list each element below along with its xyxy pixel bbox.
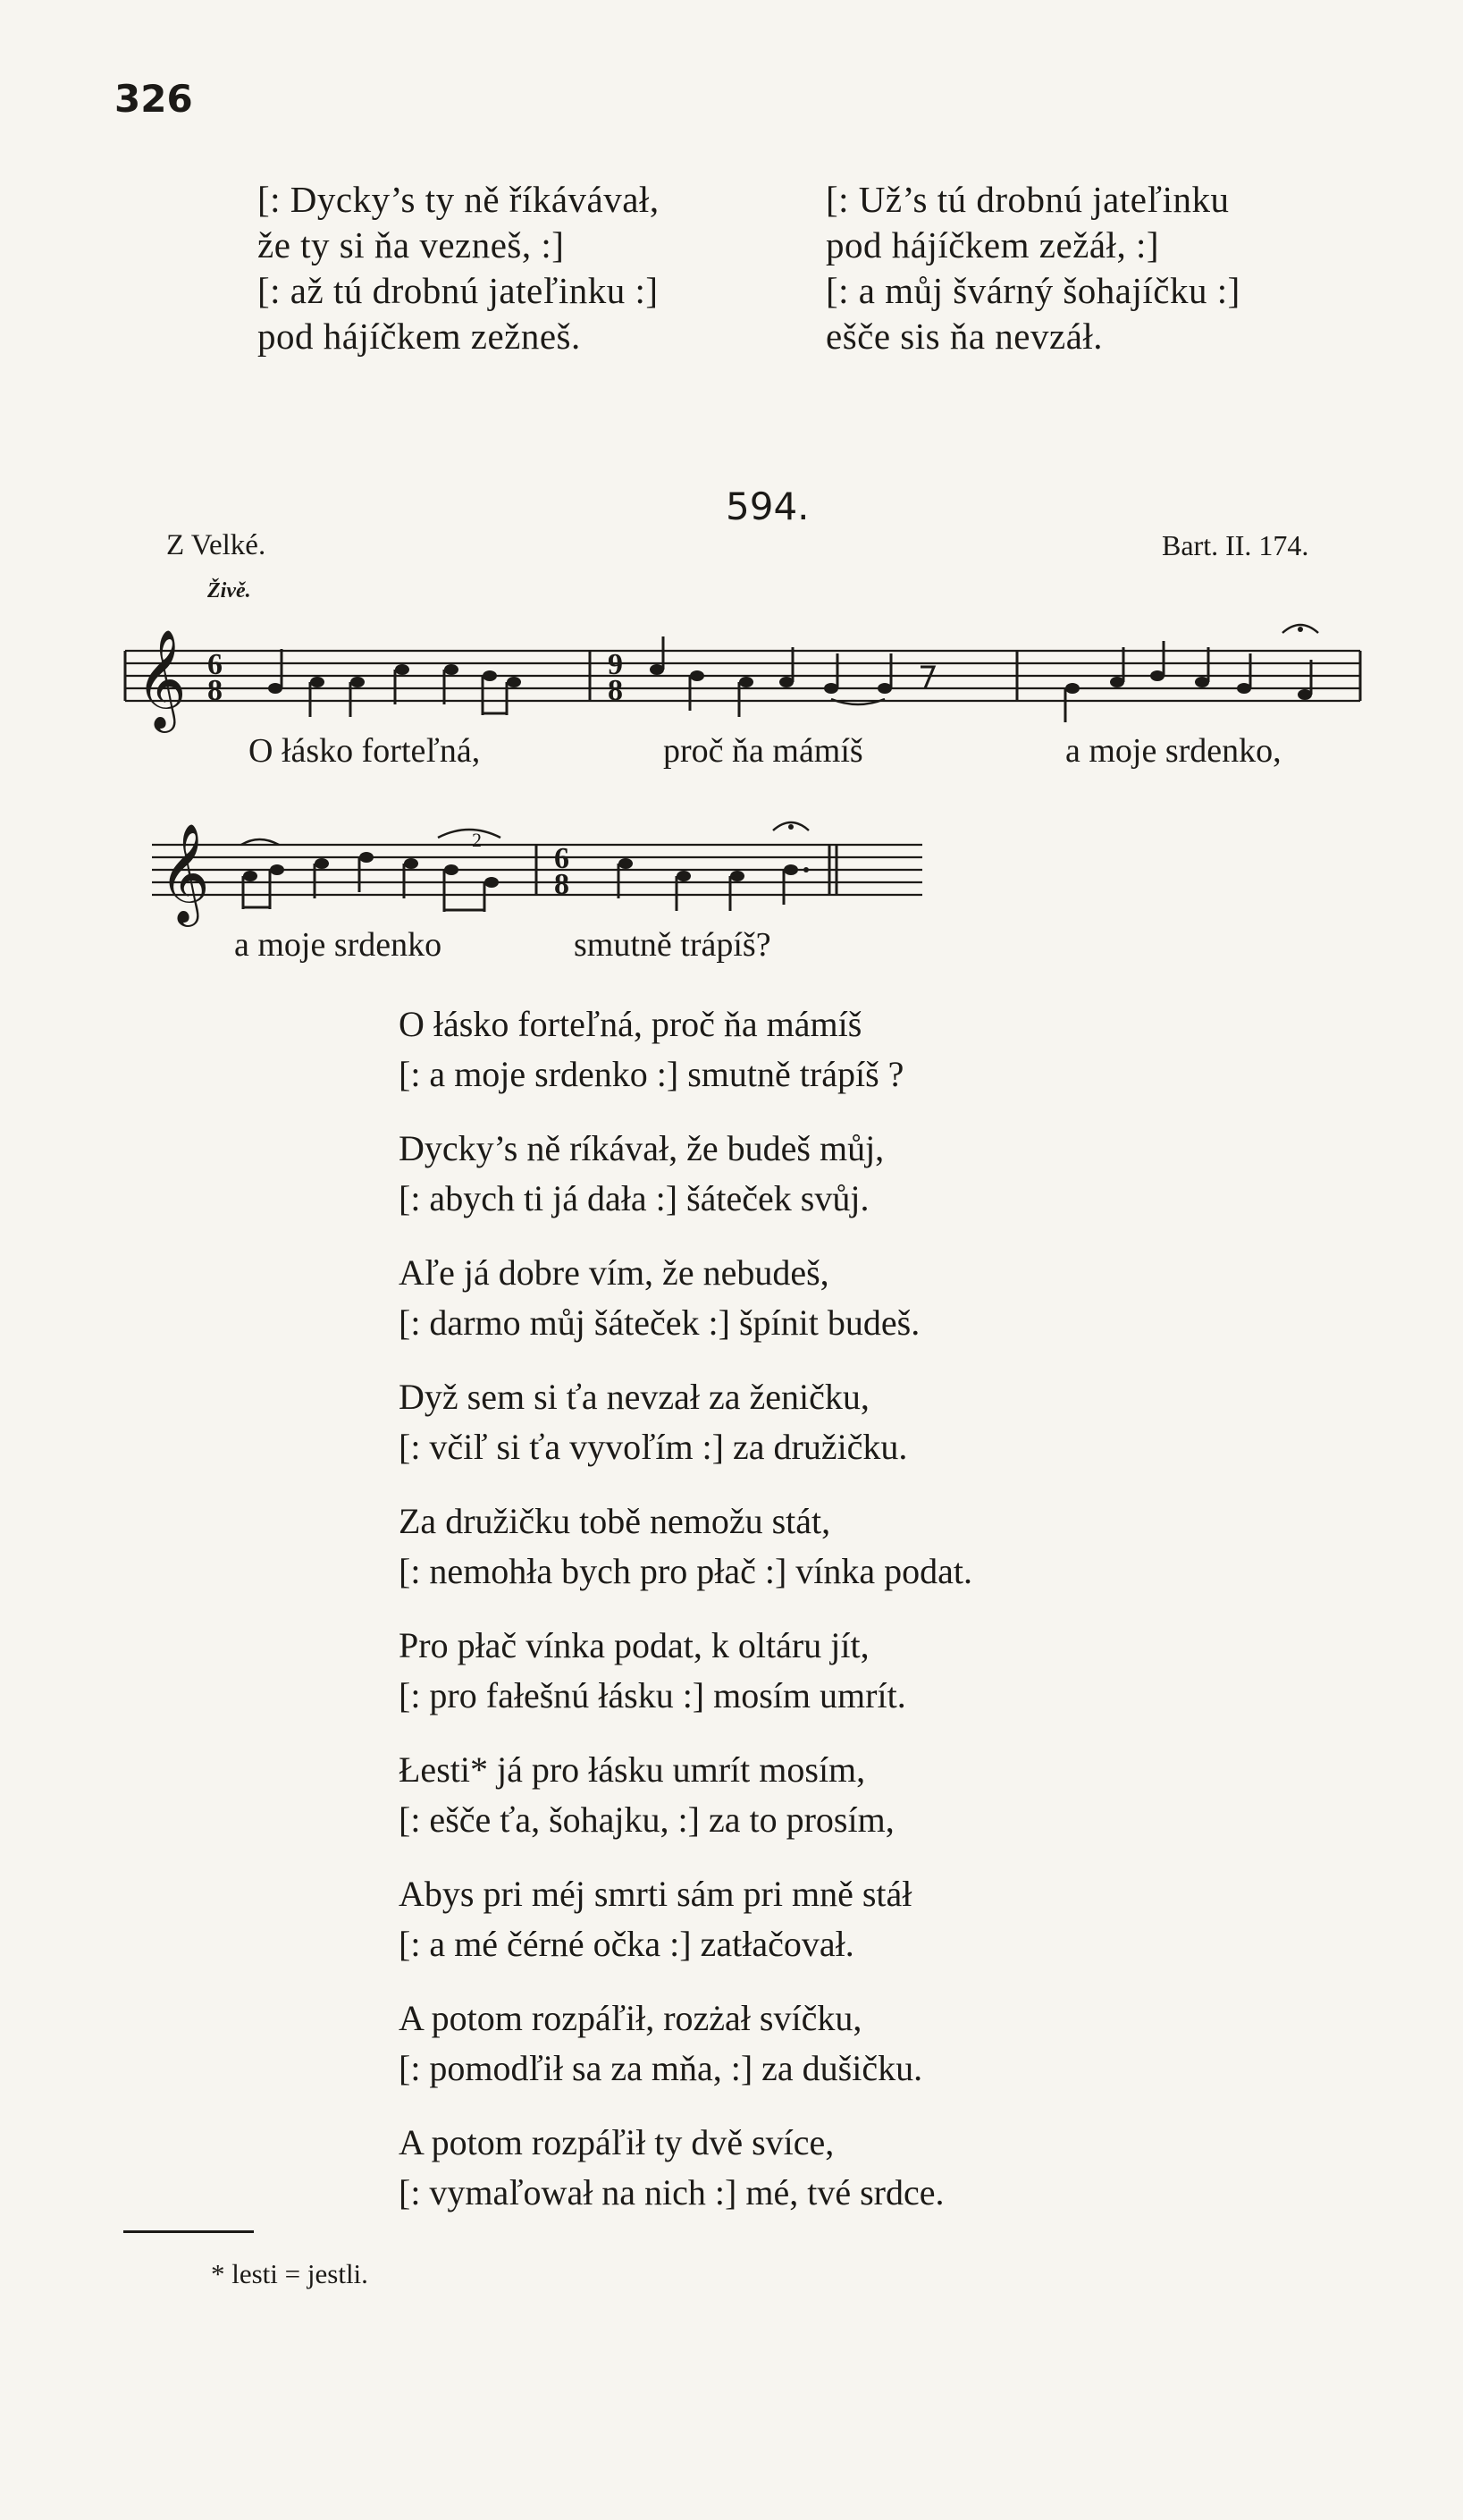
staff1-lyric-1: O łásko forteľná, — [248, 732, 481, 770]
verse-line: A potom rozpáľił, rozżał svíčku, — [399, 1998, 862, 2038]
tempo-marking: Živě. — [207, 579, 251, 603]
verse-line: Pro płač vínka podat, k oltáru jít, — [399, 1625, 870, 1665]
verse — [399, 1993, 972, 2094]
verse-line: [: pro fałešnú łásku :] mosím umrít. — [399, 1675, 906, 1715]
stanza-line: pod hájíčkem zežneš. — [257, 316, 581, 357]
verse — [399, 999, 972, 1100]
verse — [399, 1745, 972, 1845]
song-origin: Z Velké. — [166, 529, 266, 561]
verses — [399, 999, 972, 2242]
verse-line: [: a moje srdenko :] smutně trápíš ? — [399, 1054, 904, 1094]
time-sig-denominator: 8 — [554, 868, 569, 901]
verse — [399, 1124, 972, 1224]
verse-line: [: vymaľował na nich :] mé, tvé srdce. — [399, 2172, 945, 2212]
verse — [399, 1621, 972, 1721]
music-staff-2 — [143, 818, 929, 943]
stanza-line: pod hájíčkem zežáł, :] — [826, 224, 1159, 265]
stanza-line: [: Dycky’s ty ně říkávávał, — [257, 179, 660, 220]
stanza-line: ešče sis ňa nevzáł. — [826, 316, 1104, 357]
staff2-lyric-1: a moje srdenko — [234, 926, 442, 964]
verse-line: [: darmo můj šáteček :] špínit budeš. — [399, 1302, 921, 1343]
verse-line: O łásko forteľná, proč ňa mámíš — [399, 1004, 862, 1044]
verse-line: [: pomodľił sa za mňa, :] za dušičku. — [399, 2048, 923, 2088]
time-sig-denominator: 8 — [207, 674, 223, 707]
fingering-mark: 2 — [472, 829, 482, 851]
verse-line: [: ešče ťa, šohajku, :] za to prosím, — [399, 1799, 895, 1840]
song-source: Bart. II. 174. — [1162, 529, 1309, 561]
time-sig-numerator: 6 — [207, 648, 223, 681]
verse-line: Dycky’s ně ríkávał, že budeš můj, — [399, 1128, 885, 1168]
stanza-line: že ty si ňa vezneš, :] — [257, 224, 565, 265]
verse-line: Dyž sem si ťa nevzał za ženičku, — [399, 1377, 870, 1417]
verse-line: Abys pri méj smrti sám pri mně stáł — [399, 1874, 912, 1914]
notes-measure-5 — [618, 822, 809, 911]
notes-measure-2 — [650, 636, 934, 717]
verse-line: Łesti* já pro łásku umrít mosím, — [399, 1749, 866, 1790]
verse-line: A potom rozpáľił ty dvě svíce, — [399, 2122, 835, 2162]
stanza-line: [: a můj švárný šohajíčku :] — [826, 270, 1240, 311]
notes-measure-1 — [268, 649, 521, 717]
verse — [399, 1869, 972, 1969]
verse — [399, 1248, 972, 1348]
verse — [399, 2118, 972, 2218]
song-number: 594. — [726, 485, 810, 528]
top-stanza-left — [257, 177, 660, 359]
treble-clef-icon: 𝄞 — [136, 631, 187, 727]
verse-line: Aľe já dobre vím, že nebudeš, — [399, 1252, 829, 1293]
footnote-rule — [123, 2230, 254, 2233]
verse-line: [: nemohła bych pro płač :] vínka podat. — [399, 1551, 973, 1591]
treble-clef-icon: 𝄞 — [159, 825, 210, 921]
notes-measure-3 — [1065, 625, 1318, 722]
staff2-lyric-2: smutně trápíš? — [574, 926, 771, 964]
staff1-lyric-3: a moje srdenko, — [1065, 732, 1282, 770]
stanza-line: [: Už’s tú drobnú jateľinku — [826, 179, 1230, 220]
time-sig-numerator: 9 — [608, 648, 623, 681]
verse-line: [: včiľ si ťa vyvoľím :] za družičku. — [399, 1427, 908, 1467]
top-stanza-right — [826, 177, 1240, 359]
verse — [399, 1496, 972, 1597]
verse-line: Za družičku tobě nemožu stát, — [399, 1501, 831, 1541]
verse-line: [: a mé čérné očka :] zatłačovał. — [399, 1924, 854, 1964]
time-sig-denominator: 8 — [608, 674, 623, 707]
staff1-lyric-2: proč ňa mámíš — [663, 732, 863, 770]
stanza-line: [: až tú drobnú jateľinku :] — [257, 270, 659, 311]
verse — [399, 1372, 972, 1472]
time-sig-numerator: 6 — [554, 842, 569, 875]
page-number: 326 — [114, 77, 193, 121]
verse-line: [: abych ti já dała :] šáteček svůj. — [399, 1178, 870, 1218]
footnote: * lesti = jestli. — [211, 2258, 368, 2289]
